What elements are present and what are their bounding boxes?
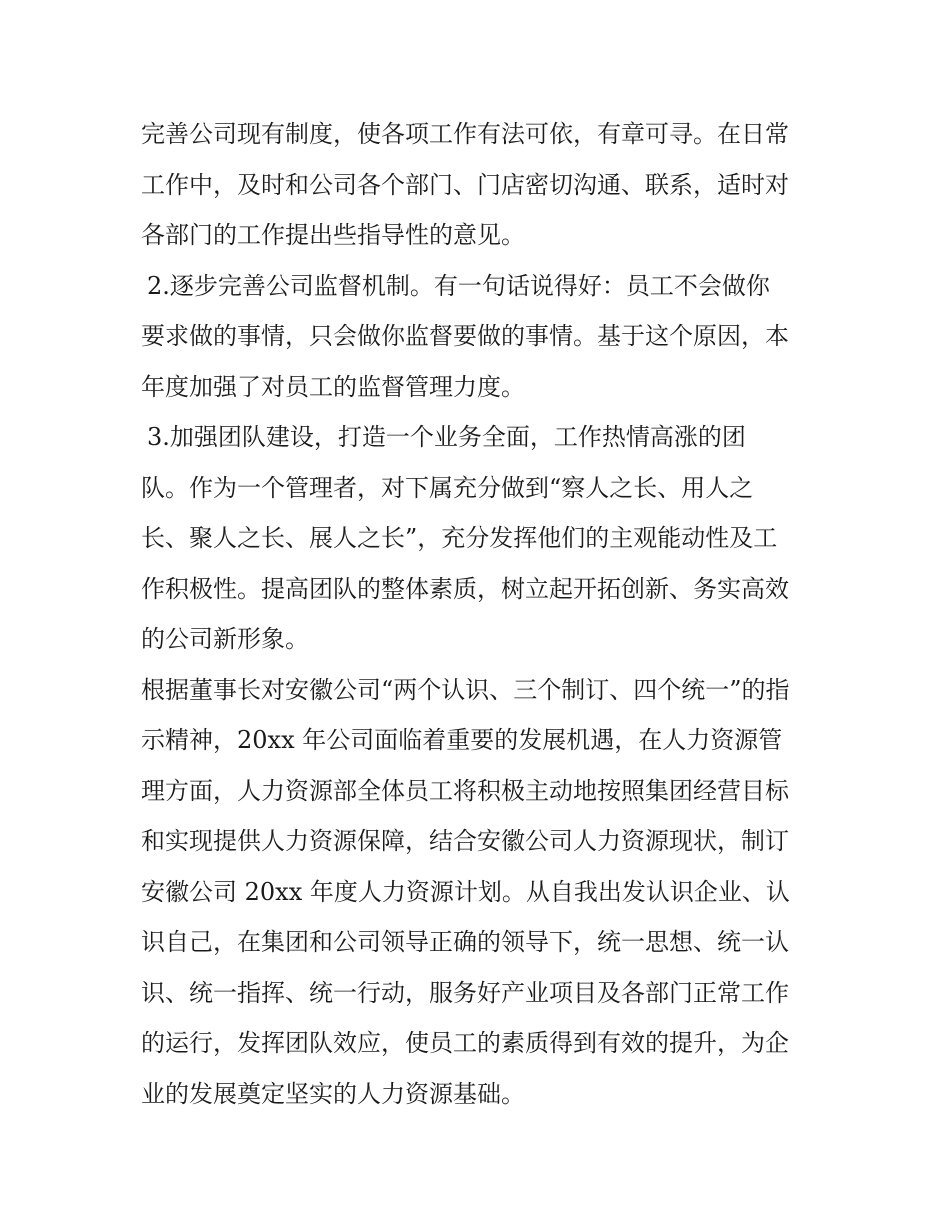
text-line-9: 长、聚人之长、展人之长”，充分发挥他们的主观能动性及工 [141,524,778,552]
text-line-19: 的运行，发挥团队效应，使员工的素质得到有效的提升，为企 [141,1029,789,1057]
text-line-7: 3.加强团队建设，打造一个业务全面，工作热情高涨的团 [147,423,746,451]
document-body [141,109,821,1119]
text-line-1: 完善公司现有制度，使各项工作有法可依，有章可寻。在日常 [141,120,789,148]
text-line-18: 识、统一指挥、统一行动，服务好产业项目及各部门正常工作 [141,978,789,1007]
text-line-6: 年度加强了对员工的监督管理力度。 [141,372,525,401]
text-line-5: 要求做的事情，只会做你监督要做的事情。基于这个原因，本 [141,322,789,350]
text-line-12: 根据董事长对安徽公司“两个认识、三个制订、四个统一”的指 [141,675,790,704]
text-line-15: 和实现提供人力资源保障，结合安徽公司人力资源现状，制订 [141,827,789,855]
text-line-4: 2.逐步完善公司监督机制。有一句话说得好：员工不会做你 [147,271,770,300]
text-line-17: 识自己，在集团和公司领导正确的领导下，统一思想、统一认 [141,928,789,956]
text-line-8: 队。作为一个管理者，对下属充分做到“察人之长、用人之 [141,473,754,502]
text-line-11: 的公司新形象。 [141,625,309,653]
text-line-16: 安徽公司 20xx 年度人力资源计划。从自我出发认识企业、认 [141,877,790,906]
text-line-10: 作积极性。提高团队的整体素质，树立起开拓创新、务实高效 [141,574,789,603]
text-line-20: 业的发展奠定坚实的人力资源基础。 [141,1079,525,1108]
text-line-3: 各部门的工作提出些指导性的意见。 [141,221,525,249]
text-line-13: 示精神，20xx 年公司面临着重要的发展机遇，在人力资源管 [141,726,783,754]
text-line-2: 工作中，及时和公司各个部门、门店密切沟通、联系，适时对 [141,170,789,199]
text-line-14: 理方面，人力资源部全体员工将积极主动地按照集团经营目标 [141,776,789,805]
